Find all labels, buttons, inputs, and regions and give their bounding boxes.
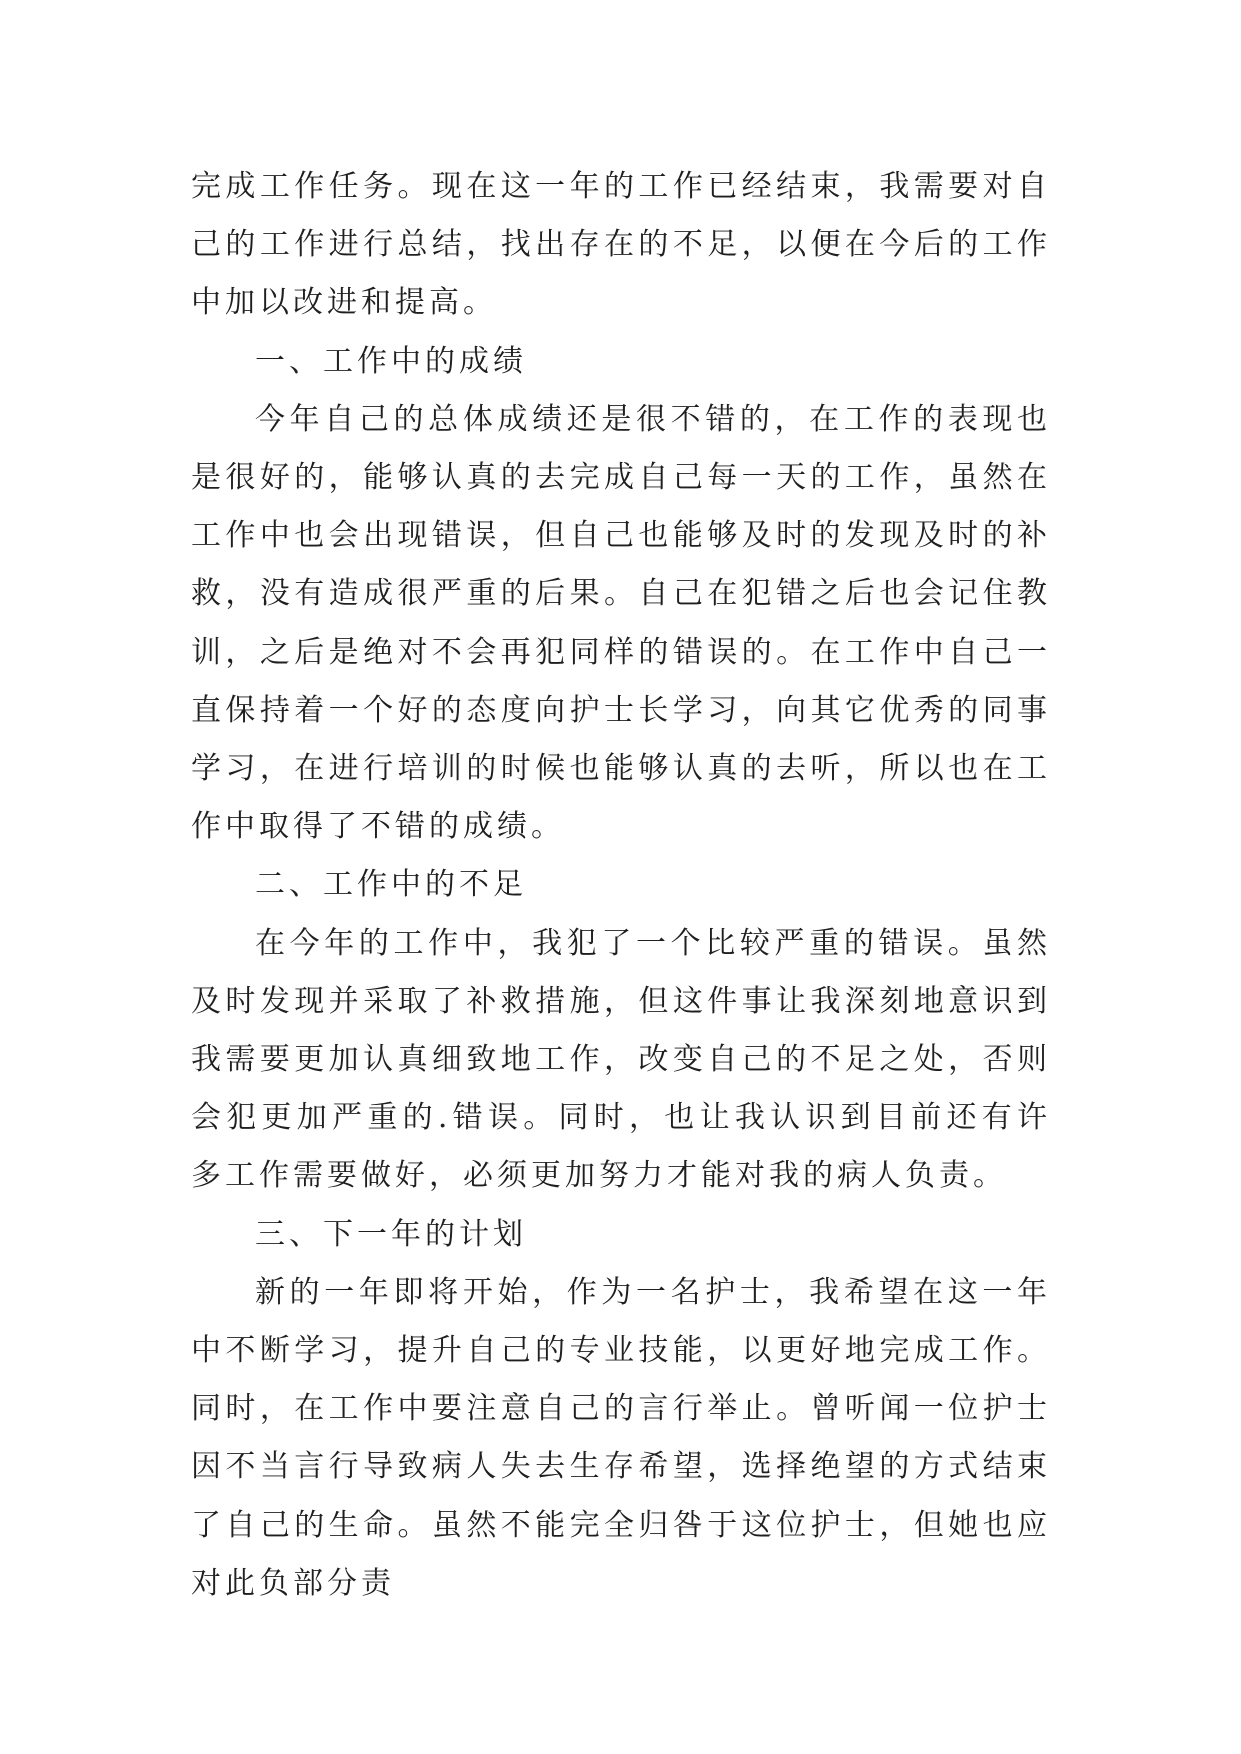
section-heading-shortcomings: 二、工作中的不足 bbox=[255, 867, 527, 903]
section-heading-next-year-plan: 三、下一年的计划 bbox=[255, 1216, 527, 1252]
paragraph-achievements: 今年自己的总体成绩还是很不错的，在工作的表现也是很好的，能够认真的去完成自己每一天的工作，虽然在工作中也会出现错误，但自己也能够及时的发现及时的补救，没有造成很严重的后果。自己在犯错之后也会记住教训，之后是绝对不会再犯同样的错误的。在工作中自己一直保持着一个好的态度向护士长学习，向其它优秀的同事学习，在进行培训的时候也能够认真的去听，所以也在工作中取得了不错的成绩。 bbox=[191, 401, 1051, 845]
paragraph-intro: 完成工作任务。现在这一年的工作已经结束，我需要对自己的工作进行总结，找出存在的不足，以便在今后的工作中加以改进和提高。 bbox=[191, 169, 1051, 321]
section-heading-achievements: 一、工作中的成绩 bbox=[255, 343, 527, 379]
paragraph-shortcomings: 在今年的工作中，我犯了一个比较严重的错误。虽然及时发现并采取了补救措施，但这件事让我深刻地意识到我需要更加认真细致地工作，改变自己的不足之处，否则会犯更加严重的.错误。同时，也让我认识到目前还有许多工作需要做好，必须更加努力才能对我的病人负责。 bbox=[191, 925, 1051, 1194]
document-body bbox=[191, 158, 1051, 1613]
paragraph-next-year-plan: 新的一年即将开始，作为一名护士，我希望在这一年中不断学习，提升自己的专业技能，以更好地完成工作。同时，在工作中要注意自己的言行举止。曾听闻一位护士因不当言行导致病人失去生存希望，选择绝望的方式结束了自己的生命。虽然不能完全归咎于这位护士，但她也应对此负部分责 bbox=[191, 1274, 1051, 1601]
